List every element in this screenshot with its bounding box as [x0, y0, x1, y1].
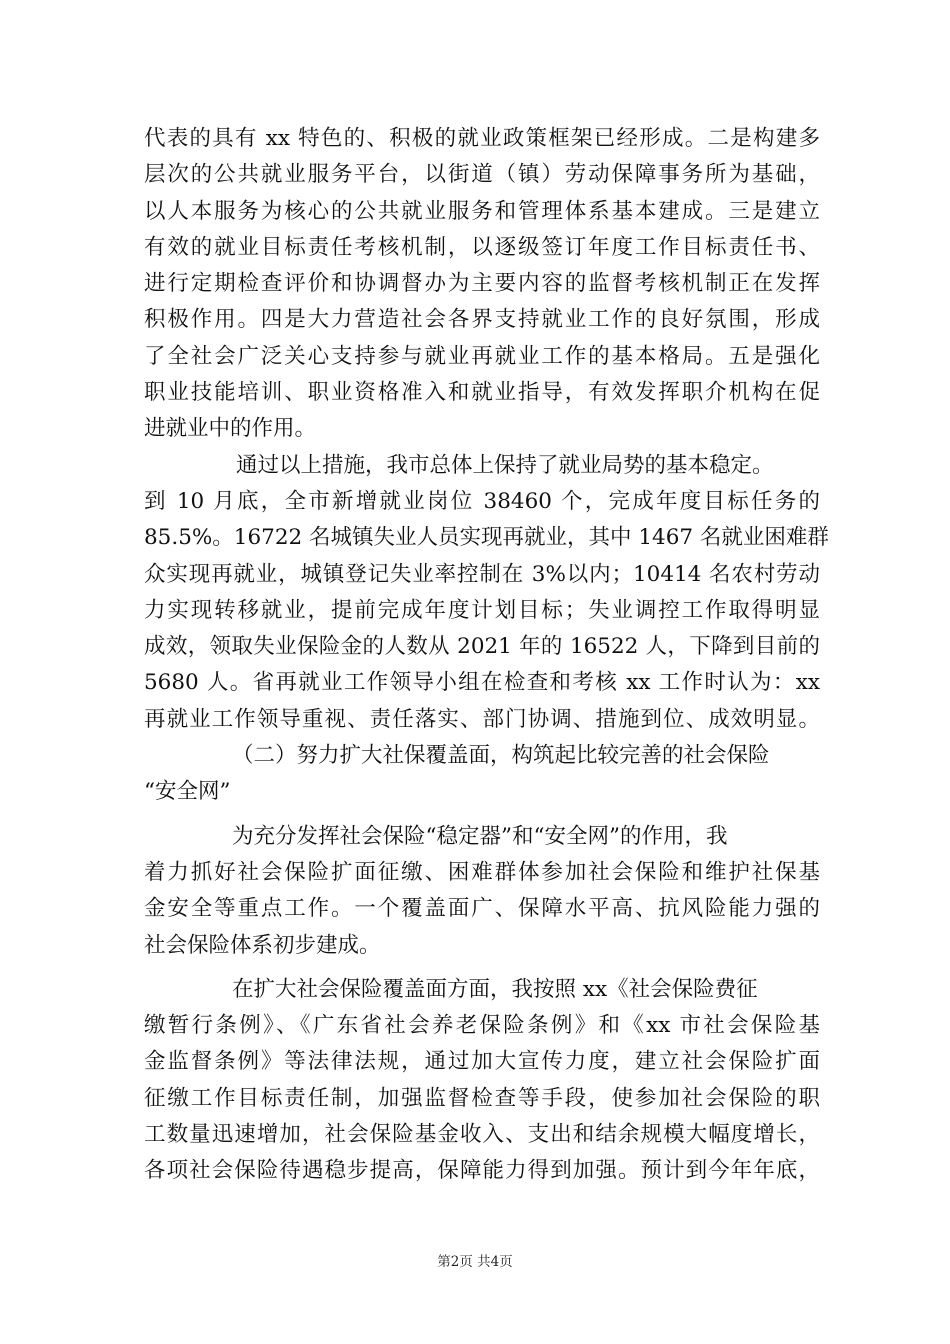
text-line: 以人本服务为核心的公共就业服务和管理体系基本建成。三是建立 — [144, 198, 820, 224]
text-line: 85.5%。16722 名城镇失业人员实现再就业，其中 1467 名就业困难群 — [144, 525, 829, 551]
text-line: 金监督条例》等法律法规，通过加大宣传力度，建立社会保险扩面 — [144, 1049, 820, 1075]
footer-prefix: 第 — [437, 1254, 451, 1270]
text-line: 征缴工作目标责任制，加强监督检查等手段，使参加社会保险的职 — [144, 1085, 820, 1111]
paragraph — [144, 972, 820, 1190]
text-line: 力实现转移就业，提前完成年度计划目标；失业调控工作取得明显 — [144, 597, 820, 623]
text-line: 了全社会广泛关心支持参与就业再就业工作的基本格局。五是强化 — [144, 343, 820, 369]
text-line: 职业技能培训、职业资格准入和就业指导，有效发挥职介机构在促 — [144, 380, 820, 406]
text-line: 层次的公共就业服务平台，以街道（镇）劳动保障事务所为基础， — [144, 162, 820, 188]
text-line: 5680 人。省再就业工作领导小组在检查和考核 xx 工作时认为：xx — [144, 670, 820, 696]
spacer — [144, 964, 820, 972]
page-footer — [0, 1253, 950, 1271]
text-line: 在扩大社会保险覆盖面方面，我按照 xx《社会保险费征 — [232, 976, 758, 1002]
text-line: 着力抓好社会保险扩面征缴、困难群体参加社会保险和维护社保基 — [144, 859, 820, 885]
paragraph — [144, 448, 829, 738]
text-line: 代表的具有 xx 特色的、积极的就业政策框架已经形成。二是构建多 — [144, 126, 820, 151]
text-line: 进就业中的作用。 — [144, 416, 317, 442]
text-line: 缴暂行条例》、《广东省社会养老保险条例》和《xx 市社会保险基 — [144, 1013, 820, 1039]
paragraph — [144, 121, 820, 448]
heading-line: “安全网” — [144, 779, 231, 805]
section-heading — [144, 738, 820, 811]
text-line: 各项社会保险待遇稳步提高，保障能力得到加强。预计到今年年底， — [144, 1158, 820, 1184]
text-line: 通过以上措施，我市总体上保持了就业局势的基本稳定。 — [236, 452, 774, 478]
footer-page-number: 2 — [450, 1254, 460, 1270]
text-line: 成效，领取失业保险金的人数从 2021 年的 16522 人，下降到目前的 — [144, 634, 820, 660]
text-line: 众实现再就业，城镇登记失业率控制在 3%以内；10414 名农村劳动 — [144, 561, 820, 587]
paragraph — [144, 819, 820, 964]
text-line: 金安全等重点工作。一个覆盖面广、保障水平高、抗风险能力强的 — [144, 896, 820, 922]
text-line: 积极作用。四是大力营造社会各界支持就业工作的良好氛围，形成 — [144, 307, 820, 333]
footer-suffix: 页 — [499, 1254, 513, 1270]
text-line: 工数量迅速增加，社会保险基金收入、支出和结余规模大幅度增长， — [144, 1122, 820, 1148]
text-line: 社会保险体系初步建成。 — [144, 932, 381, 958]
text-line: 进行定期检查评价和协调督办为主要内容的监督考核机制正在发挥 — [144, 271, 820, 297]
footer-total-pages: 4 — [490, 1254, 500, 1270]
text-line: 到 10 月底，全市新增就业岗位 38460 个，完成年度目标任务的 — [144, 488, 820, 514]
text-line: 为充分发挥社会保险“稳定器”和“安全网”的作用，我 — [232, 823, 728, 849]
footer-middle: 页 共 — [459, 1254, 491, 1270]
heading-line: （二）努力扩大社保覆盖面，构筑起比较完善的社会保险 — [232, 743, 770, 769]
text-line: 有效的就业目标责任考核机制，以逐级签订年度工作目标责任书、 — [144, 234, 820, 260]
text-line: 再就业工作领导重视、责任落实、部门协调、措施到位、成效明显。 — [144, 706, 820, 732]
spacer — [144, 811, 820, 819]
body-text — [144, 121, 829, 1190]
